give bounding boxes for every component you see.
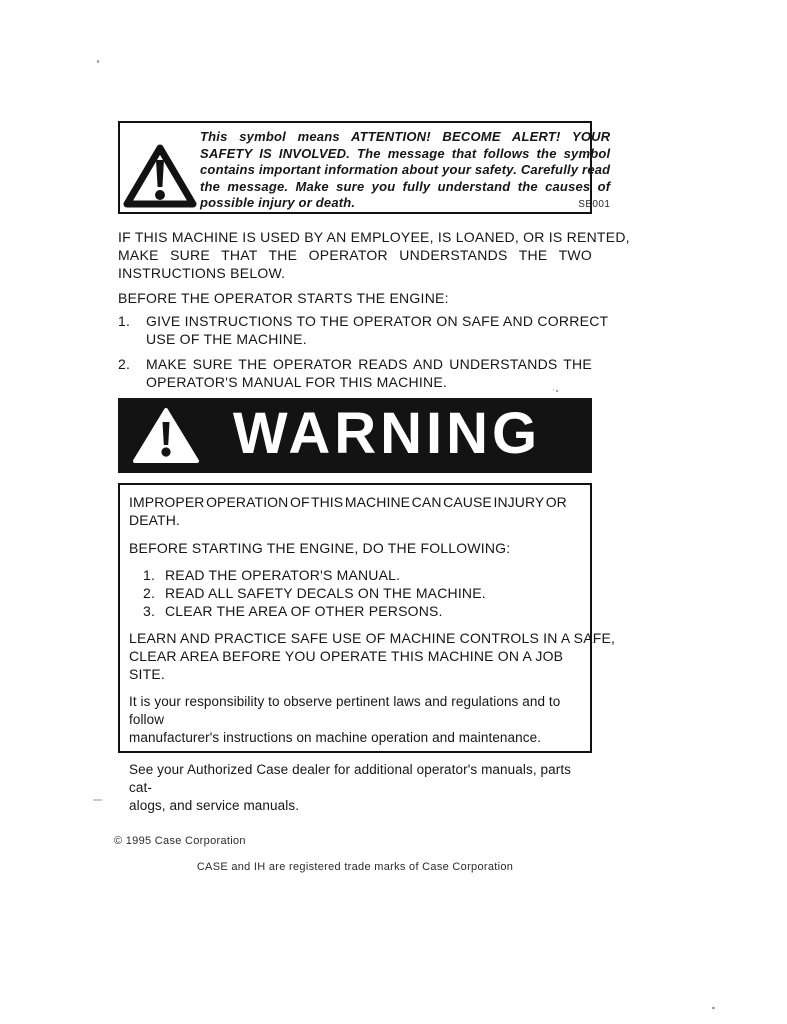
decal-code: SB001 — [578, 199, 611, 211]
step-number: 1. — [143, 567, 156, 583]
list-item-text — [146, 355, 592, 391]
attention-notice-text — [200, 123, 622, 212]
warning-detail-box — [118, 483, 616, 813]
step-item-3 — [143, 602, 581, 620]
instruction-item-1 — [118, 312, 609, 348]
paragraph-line: It is your responsibility to observe pertinent laws and regulations and to follow — [129, 694, 561, 727]
step-number: 2. — [143, 585, 156, 601]
attention-last-line — [200, 195, 610, 214]
trademark-line: CASE and IH are registered trade marks of Case Corporation — [196, 861, 514, 873]
paragraph-line: alogs, and service manuals. — [129, 798, 300, 813]
scan-artifact — [712, 1007, 715, 1009]
step-text: READ ALL SAFETY DECALS ON THE MACHINE. — [165, 585, 486, 601]
before-engine-heading: BEFORE THE OPERATOR STARTS THE ENGINE: — [118, 290, 449, 306]
attention-line: possible injury or death. — [200, 195, 356, 211]
item-line: GIVE INSTRUCTIONS TO THE OPERATOR ON SAFE AND CORRECT — [146, 313, 609, 329]
step-number: 3. — [143, 603, 156, 619]
step-text: CLEAR THE AREA OF OTHER PERSONS. — [165, 603, 443, 619]
warning-banner — [118, 398, 592, 473]
dealer-paragraph — [129, 761, 581, 815]
scan-artifact — [93, 799, 102, 801]
step-item-1 — [143, 566, 581, 584]
scan-artifact — [556, 390, 558, 392]
warning-box-steps — [129, 566, 581, 620]
responsibility-paragraph — [129, 693, 581, 747]
item-line: MAKE SURE THE OPERATOR READS AND UNDERSTANDS THE — [146, 356, 592, 372]
attention-line: SAFETY IS INVOLVED. The message that follows the symbol — [200, 145, 611, 161]
paragraph-line: manufacturer's instructions on machine operation and maintenance. — [129, 730, 542, 745]
list-number: 2. — [118, 356, 131, 372]
intro-paragraph — [118, 228, 630, 282]
paragraph-line: See your Authorized Case dealer for additional operator's manuals, parts cat- — [129, 762, 572, 795]
warning-box-learn-paragraph — [129, 629, 616, 683]
warning-box-headline: IMPROPER OPERATION OF THIS MACHINE CAN CAUSE INJURY OR DEATH. — [129, 494, 567, 528]
step-item-2 — [143, 584, 581, 602]
item-line: USE OF THE MACHINE. — [146, 331, 307, 347]
warning-triangle-outline-icon — [123, 144, 197, 215]
step-text: READ THE OPERATOR'S MANUAL. — [165, 567, 401, 583]
paragraph-line: LEARN AND PRACTICE SAFE USE OF MACHINE CONTROLS IN A SAFE, — [129, 630, 616, 646]
attention-line: This symbol means ATTENTION! BECOME ALERT! YOUR — [200, 129, 611, 144]
paragraph-line: MAKE SURE THAT THE OPERATOR UNDERSTANDS THE TWO — [118, 247, 592, 263]
scan-artifact — [97, 60, 99, 63]
paragraph-line: IF THIS MACHINE IS USED BY AN EMPLOYEE, IS LOANED, OR IS RENTED, — [118, 229, 630, 245]
item-line: OPERATOR'S MANUAL FOR THIS MACHINE. — [146, 374, 448, 390]
warning-banner-label: WARNING — [232, 400, 542, 466]
instruction-item-2 — [118, 355, 592, 391]
copyright-line: © 1995 Case Corporation — [114, 835, 246, 847]
list-number: 1. — [118, 313, 131, 329]
attention-line: the message. Make sure you fully understand the causes of — [200, 178, 611, 194]
attention-line: contains important information about your safety. Carefully read — [200, 162, 611, 178]
attention-notice-box — [118, 121, 611, 214]
paragraph-line: INSTRUCTIONS BELOW. — [118, 265, 286, 281]
paragraph-line: CLEAR AREA BEFORE YOU OPERATE THIS MACHINE ON A JOB SITE. — [129, 648, 564, 682]
attention-icon-wrap — [120, 123, 200, 212]
list-item-text — [146, 312, 608, 348]
warning-triangle-solid-icon — [132, 408, 200, 464]
warning-box-subheading: BEFORE STARTING THE ENGINE, DO THE FOLLOWING: — [129, 540, 511, 556]
scan-artifact — [553, 389, 554, 390]
